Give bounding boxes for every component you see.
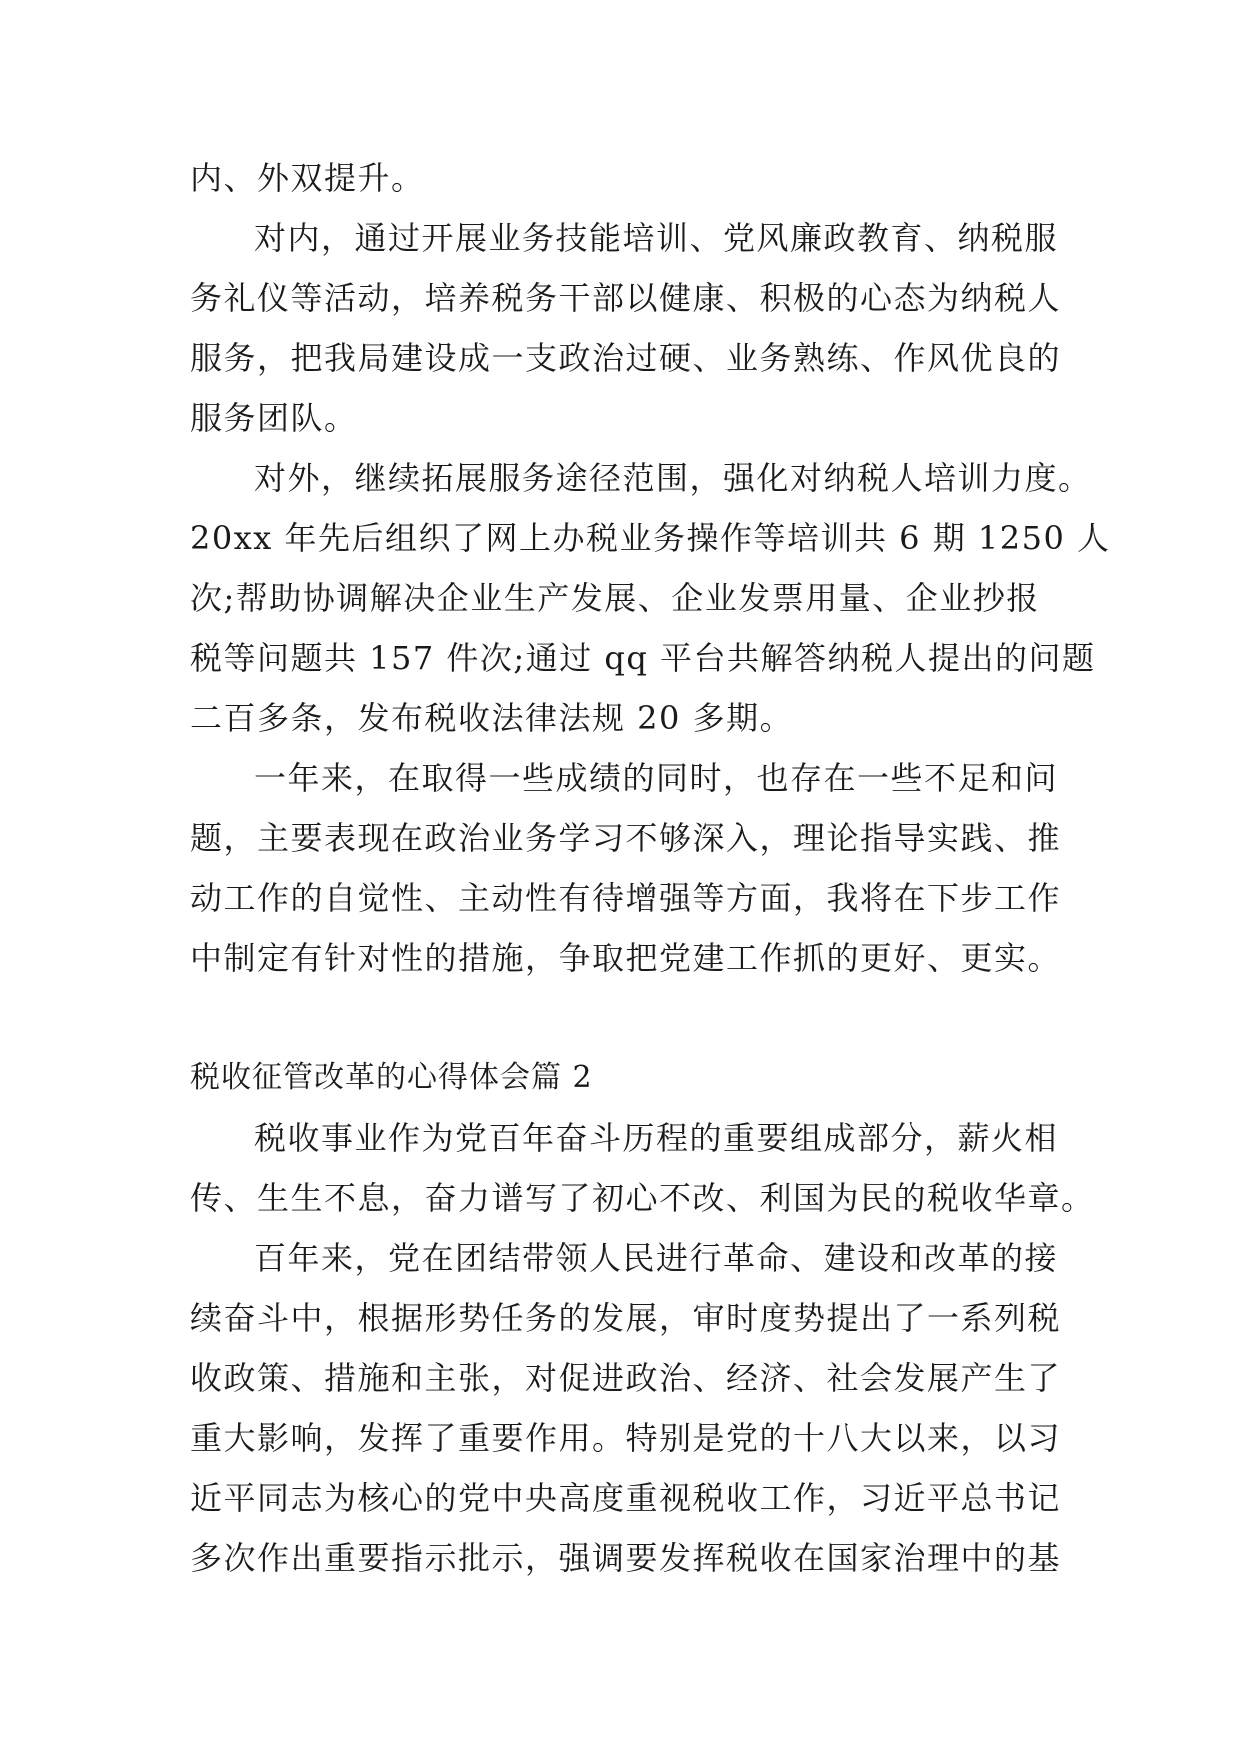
text-line: 税收事业作为党百年奋斗历程的重要组成部分，薪火相	[254, 1119, 1059, 1157]
text-line: 中制定有针对性的措施，争取把党建工作抓的更好、更实。	[190, 939, 1062, 977]
text-line: 内、外双提升。	[190, 159, 425, 197]
text-line: 续奋斗中，根据形势任务的发展，审时度势提出了一系列税	[190, 1299, 1062, 1337]
text-line: 20xx 年先后组织了网上办税业务操作等培训共 6 期 1250 人	[190, 519, 1111, 557]
section-spacer	[190, 988, 1058, 1048]
text-line: 二百多条，发布税收法律法规 20 多期。	[190, 699, 794, 737]
text-line: 对内，通过开展业务技能培训、党风廉政教育、纳税服	[254, 219, 1059, 257]
text-line: 重大影响，发挥了重要作用。特别是党的十八大以来，以习	[190, 1419, 1062, 1457]
text-line: 一年来，在取得一些成绩的同时，也存在一些不足和问	[254, 759, 1059, 797]
text-line: 题，主要表现在政治业务学习不够深入，理论指导实践、推	[190, 819, 1062, 857]
text-line: 多次作出重要指示批示，强调要发挥税收在国家治理中的基	[190, 1539, 1062, 1577]
text-line: 务礼仪等活动，培养税务干部以健康、积极的心态为纳税人	[190, 279, 1062, 317]
text-line: 近平同志为核心的党中央高度重视税收工作，习近平总书记	[190, 1479, 1062, 1517]
text-line: 百年来，党在团结带领人民进行革命、建设和改革的接	[254, 1239, 1059, 1277]
text-line: 服务团队。	[190, 399, 358, 437]
paragraph-group-1	[190, 148, 1111, 988]
text-line: 服务，把我局建设成一支政治过硬、业务熟练、作风优良的	[190, 339, 1062, 377]
text-line: 对外，继续拓展服务途径范围，强化对纳税人培训力度。	[254, 459, 1092, 497]
text-line: 传、生生不息，奋力谱写了初心不改、利国为民的税收华章。	[190, 1179, 1095, 1217]
text-line: 动工作的自觉性、主动性有待增强等方面，我将在下步工作	[190, 879, 1062, 917]
text-line: 次;帮助协调解决企业生产发展、企业发票用量、企业抄报	[190, 579, 1040, 617]
paragraph-group-2	[190, 1108, 1095, 1588]
document-body	[190, 148, 1111, 1588]
text-line: 税等问题共 157 件次;通过 qq 平台共解答纳税人提出的问题	[190, 639, 1096, 677]
text-line: 收政策、措施和主张，对促进政治、经济、社会发展产生了	[190, 1359, 1062, 1397]
section-heading: 税收征管改革的心得体会篇 2	[190, 1060, 593, 1095]
